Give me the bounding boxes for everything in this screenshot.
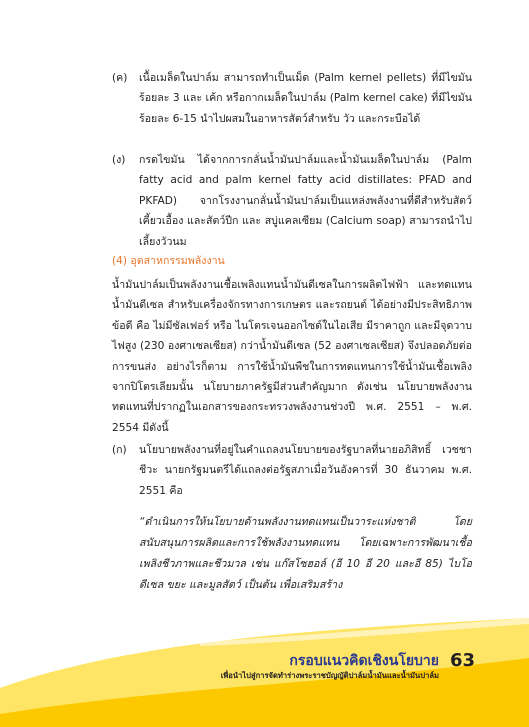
item-marker: (ค): [112, 72, 128, 84]
item-marker: (ง): [112, 154, 126, 166]
body-paragraph: น้ำมันปาล์มเป็นพลังงานเชื้อเพลิงแทนน้ำมันดีเซลในการผลิตไฟฟ้า และทดแทนน้ำมันดีเซล สำหรับเครื่องจักรทางการเกษตร และรถยนต์ ได้อย่างมีประสิทธิภาพ ข้อดี คือ ไม่มีซัลเฟอร์ หรือ ไนโตรเจนออกไซด์ในไอเสีย มีราคาถูก และมีจุดวาบไฟสูง (230 องศาเซลเซียส) กว่าน้ำมันดีเซล (52 องศาเซลเซียส) จึงปลอดภัยต่อการขนส่ง อย่างไรก็ตาม การใช้น้ำมันพืชในการทดแทนการใช้น้ำมันเชื้อเพลิงจากปิโตรเลียมนั้น นโยบายภาครัฐมีส่วนสำคัญมาก ดังเช่น นโยบายพลังงานทดแทนที่ปรากฏในเอกสารของกระทรวงพลังงานช่วงปี พ.ศ. 2551 – พ.ศ. 2554 มีดังนี้: [112, 279, 472, 434]
item-marker: (ก): [112, 444, 127, 456]
list-item: [112, 150, 472, 252]
policy-quote: “ดำเนินการให้นโยบายด้านพลังงานทดแทนเป็นวาระแห่งชาติ โดยสนับสนุนการผลิตและการใช้พลังงานทดแทน โดยเฉพาะการพัฒนาเชื้อเพลิงชีวภาพและชีวมวล เช่น แก๊สโซฮอล์ (อี 10 อี 20 และอี 85) ไบโอดีเซล ขยะ และมูลสัตว์ เป็นต้น เพื่อเสริมสร้าง: [139, 516, 472, 591]
sub-list-item: [112, 440, 472, 501]
publication-title: กรอบแนวคิดเชิงนโยบาย: [289, 653, 439, 669]
page-footer: [0, 618, 529, 727]
section-heading: (4) อุตสาหกรรมพลังงาน: [112, 255, 225, 267]
page-number: 63: [450, 650, 476, 671]
list-item: [112, 68, 472, 129]
item-text: นโยบายพลังงานที่อยู่ในคำแถลงนโยบายของรัฐบาลที่นายอภิสิทธิ์ เวชชาชีวะ นายกรัฐมนตรีได้แถลงต่อรัฐสภาเมื่อวันอังคารที่ 30 ธันวาคม พ.ศ. 2551 คือ: [139, 444, 472, 497]
item-text: เนื้อเมล็ดในปาล์ม สามารถทำเป็นเม็ด (Palm kernel pellets) ที่มีไขมันร้อยละ 3 และ เค้ก หรือกากเมล็ดในปาล์ม (Palm kernel cake) ที่มีไขมันร้อยละ 6-15 นำไปผสมในอาหารสัตว์สำหรับ วัว และกระบือได้: [139, 72, 472, 125]
publication-subtitle: เพื่อนำไปสู่การจัดทำร่างพระราชบัญญัติปาล์มน้ำมันและน้ำมันปาล์ม: [220, 671, 439, 680]
item-text: กรดไขมัน ได้จากการกลั่นน้ำมันปาล์มและน้ำมันเมล็ดในปาล์ม (Palm fatty acid and palm kernel fatty acid distillates: PFAD and PKFAD) จากโรงงานกลั่นน้ำมันปาล์มเป็นแหล่งพลังงานที่ดีสำหรับสัตว์เคี้ยวเอื้อง และสัตว์ปีก และ สบู่แคลเซียม (Calcium soap) สามารถนำไปเลี้ยงวัวนม: [139, 154, 472, 248]
